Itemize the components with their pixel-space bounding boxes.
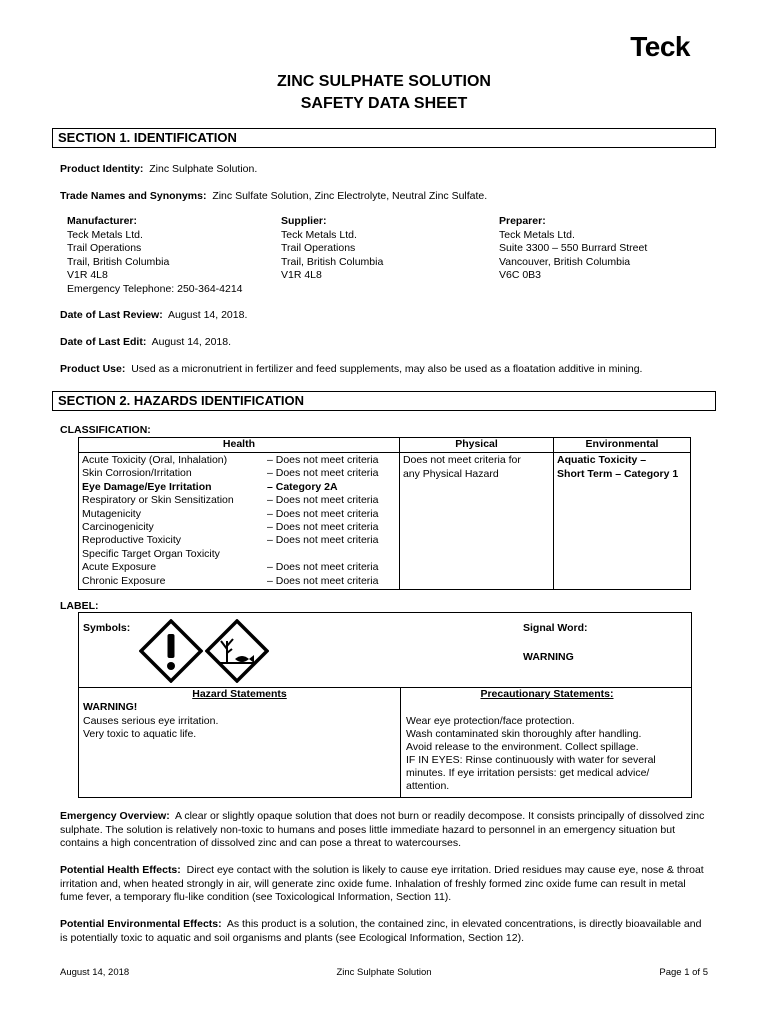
environment-icon	[205, 619, 269, 683]
precaution-statement: Avoid release to the environment. Collect spillage.	[406, 741, 639, 753]
physical-text: Does not meet criteria for	[402, 454, 521, 466]
hazard-statement: Very toxic to aquatic life.	[83, 728, 197, 740]
health-row: Respiratory or Skin Sensitization – Does not meet criteria	[82, 494, 379, 507]
product-identity	[60, 163, 257, 177]
manufacturer-line: Trail, British Columbia	[67, 255, 170, 268]
footer-title: Zinc Sulphate Solution	[336, 967, 432, 978]
signal-word-label: Signal Word:	[523, 622, 588, 634]
last-edit-label: Date of Last Edit:	[60, 336, 147, 348]
last-review	[60, 309, 247, 323]
last-review-value: August 14, 2018.	[167, 309, 248, 321]
env-effects-text: As this product is a solution, the contained zinc, in elevated concentrations, is directly bioavailable and is potentially toxic to aquatic and soil organisms and plants (see Ecological Information, Section 12).	[60, 918, 702, 944]
env-effects-label: Potential Environmental Effects:	[60, 918, 222, 930]
supplier-line: Trail, British Columbia	[281, 255, 384, 268]
preparer-heading: Preparer:	[499, 215, 546, 227]
physical-text: any Physical Hazard	[402, 467, 499, 480]
supplier-line: Teck Metals Ltd.	[281, 228, 357, 241]
section1-heading: SECTION 1. IDENTIFICATION	[52, 128, 716, 148]
precautionary-statements-heading: Precautionary Statements:	[480, 688, 614, 700]
hazard-statement: Causes serious eye irritation.	[83, 715, 219, 727]
health-row: Chronic Exposure – Does not meet criteria	[82, 574, 379, 587]
health-row: Acute Toxicity (Oral, Inhalation) – Does not meet criteria	[82, 454, 379, 466]
environmental-column-header: Environmental	[554, 438, 691, 453]
emergency-telephone: Emergency Telephone: 250-364-4214	[67, 282, 243, 295]
health-row: Skin Corrosion/Irritation – Does not meet criteria	[82, 467, 379, 480]
preparer-line: V6C 0B3	[499, 269, 542, 281]
environmental-cell	[554, 453, 691, 590]
symbols-label: Symbols:	[83, 622, 131, 634]
supplier-block	[281, 215, 481, 283]
signal-word-value: WARNING	[523, 651, 574, 663]
preparer-block	[499, 215, 699, 283]
last-edit	[60, 336, 231, 350]
health-row: Reproductive Toxicity – Does not meet criteria	[82, 534, 379, 547]
last-review-label: Date of Last Review:	[60, 309, 163, 321]
manufacturer-line: Trail Operations	[67, 242, 142, 254]
supplier-heading: Supplier:	[281, 215, 327, 227]
health-column-header: Health	[79, 438, 400, 453]
emergency-overview	[60, 810, 710, 851]
footer-date: August 14, 2018	[60, 967, 130, 978]
precaution-statement: minutes. If eye irritation persists: get medical advice/	[406, 767, 650, 779]
precaution-statement: attention.	[406, 780, 450, 792]
manufacturer-line: Teck Metals Ltd.	[67, 228, 143, 241]
footer-page-number: Page 1 of 5	[659, 967, 708, 978]
preparer-line: Vancouver, British Columbia	[499, 255, 631, 268]
trade-names	[60, 190, 487, 204]
environmental-text: Short Term – Category 1	[557, 467, 679, 480]
last-edit-value: August 14, 2018.	[151, 336, 232, 348]
preparer-line: Teck Metals Ltd.	[499, 228, 575, 241]
physical-cell	[399, 453, 553, 590]
label-heading: LABEL:	[60, 600, 99, 612]
product-use-value: Used as a micronutrient in fertilizer and feed supplements, may also be used as a floatation additive in mining.	[131, 363, 643, 375]
document-title-line1: ZINC SULPHATE SOLUTION	[277, 73, 491, 90]
potential-environmental-effects	[60, 918, 710, 945]
manufacturer-heading: Manufacturer:	[67, 215, 138, 227]
product-use-label: Product Use:	[60, 363, 126, 375]
precaution-statement: Wear eye protection/face protection.	[406, 715, 575, 727]
emergency-overview-text: A clear or slightly opaque solution that does not burn or readily decompose. It consists principally of dissolved zinc sulphate. The solution is relatively non-toxic to humans and poses little immediate hazard to personnel in an emergency situation but contains a high concentration of dissolved zinc and can pose a threat to watercourses.	[60, 810, 705, 849]
product-identity-value: Zinc Sulphate Solution.	[149, 163, 258, 175]
label-box	[78, 612, 692, 798]
classification-label: CLASSIFICATION:	[60, 424, 151, 436]
supplier-line: V1R 4L8	[281, 269, 322, 281]
hazard-statements-heading: Hazard Statements	[192, 688, 287, 700]
health-row: Mutagenicity – Does not meet criteria	[82, 507, 379, 520]
health-row: Acute Exposure – Does not meet criteria	[82, 561, 379, 574]
environmental-text: Aquatic Toxicity –	[557, 454, 647, 466]
classification-table	[78, 437, 691, 590]
precaution-statement: Wash contaminated skin thoroughly after handling.	[406, 728, 642, 740]
health-cell	[79, 453, 400, 590]
product-identity-label: Product Identity:	[60, 163, 144, 175]
emergency-overview-label: Emergency Overview:	[60, 810, 170, 822]
label-divider-vertical	[400, 687, 401, 797]
health-row-highlighted: Eye Damage/Eye Irritation – Category 2A	[82, 480, 338, 493]
section2-heading: SECTION 2. HAZARDS IDENTIFICATION	[52, 391, 716, 411]
trade-names-label: Trade Names and Synonyms:	[60, 190, 207, 202]
health-row: Carcinogenicity – Does not meet criteria	[82, 520, 379, 533]
trade-names-value: Zinc Sulfate Solution, Zinc Electrolyte, Neutral Zinc Sulfate.	[212, 190, 488, 202]
product-use	[60, 363, 642, 377]
precaution-statement: IF IN EYES: Rinse continuously with water for several	[406, 754, 656, 766]
manufacturer-line: V1R 4L8	[67, 269, 108, 281]
health-effects-label: Potential Health Effects:	[60, 864, 181, 876]
hazard-warning: WARNING!	[83, 701, 138, 713]
exclamation-mark-icon	[139, 619, 203, 683]
physical-column-header: Physical	[399, 438, 553, 453]
preparer-line: Suite 3300 – 550 Burrard Street	[499, 242, 648, 254]
health-row: Specific Target Organ Toxicity	[82, 547, 220, 560]
manufacturer-block	[67, 215, 267, 296]
teck-logo: Teck	[630, 31, 690, 62]
document-title-line2: SAFETY DATA SHEET	[300, 95, 468, 112]
supplier-line: Trail Operations	[281, 242, 356, 254]
potential-health-effects	[60, 864, 710, 905]
health-effects-text: Direct eye contact with the solution is likely to cause eye irritation. Dried residues may cause eye, nose & throat irritation and, when heated strongly in air, will generate zinc oxide fume. Inhalation of freshly formed zinc oxide fume can result in metal fume fever, a temporary flu-like condition (see Toxicological Information, Section 11).	[60, 864, 704, 903]
